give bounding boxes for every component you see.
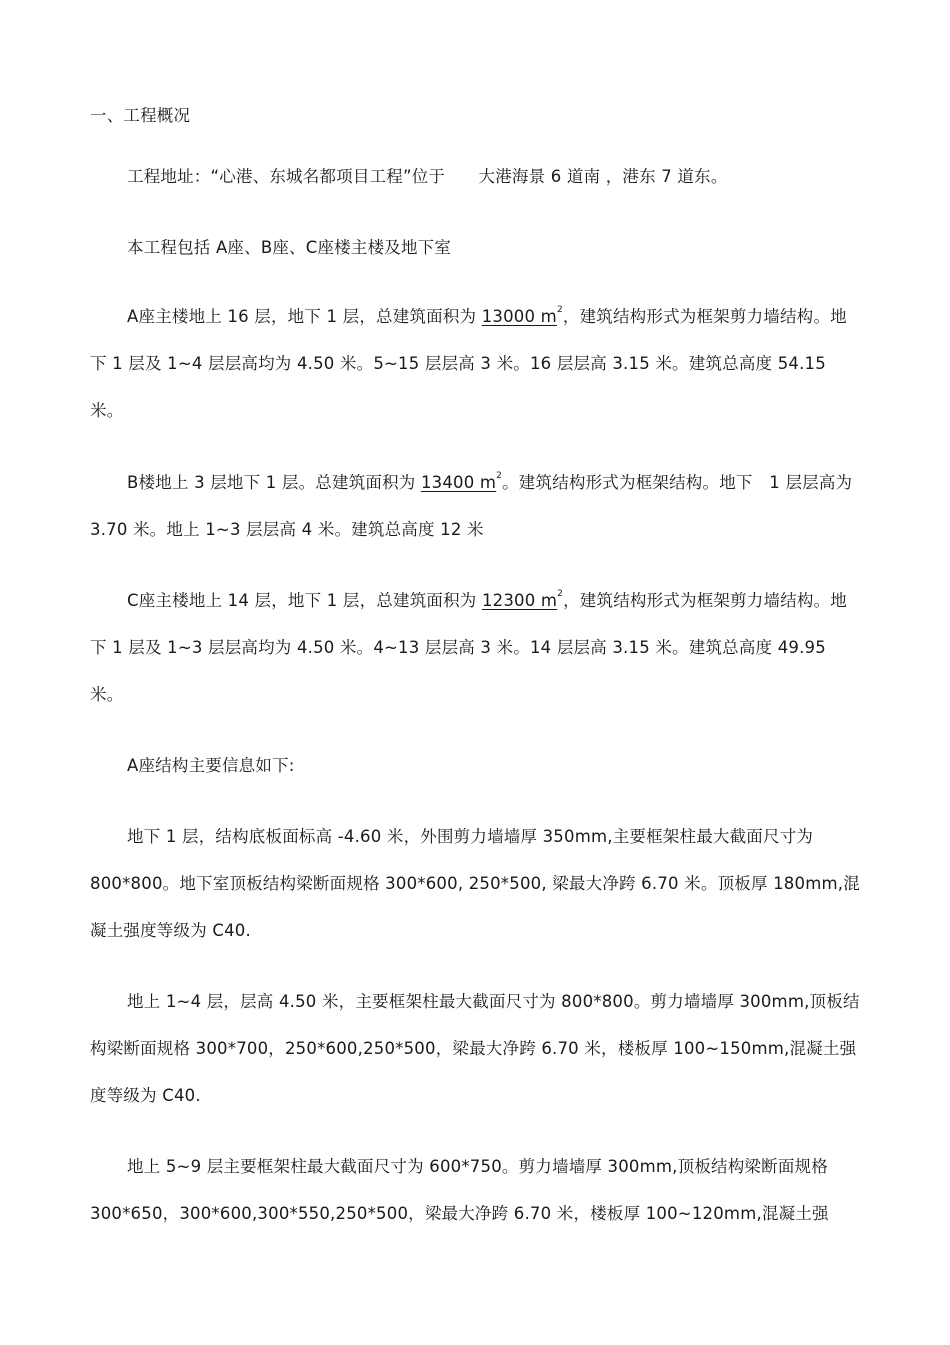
block-a-area-unit-sup: 2 bbox=[556, 305, 563, 315]
block-c-area: 12300 m bbox=[481, 591, 558, 610]
block-c-area-unit-sup: 2 bbox=[557, 589, 564, 599]
block-a-area: 13000 m bbox=[481, 307, 557, 326]
floors-1-4-info: 地上 1~4 层，层高 4.50 米，主要框架柱最大截面尺寸为 800*800。剪力墙墙厚 300mm,顶板结构梁断面规格 300*700，250*600,250*500，梁最大净跨 6.70 米，楼板厚 100~150mm,混凝土强度等级为 C40. bbox=[90, 992, 860, 1105]
block-c-text-before: C座主楼地上 14 层，地下 1 层，总建筑面积为 bbox=[127, 591, 482, 610]
floors-5-9-info: 地上 5~9 层主要框架柱最大截面尺寸为 600*750。剪力墙墙厚 300mm,顶板结构梁断面规格 300*650，300*600,300*550,250*500，梁最大净跨 6.70 米，楼板厚 100~120mm,混凝土强 bbox=[90, 1157, 829, 1223]
project-scope: 本工程包括 A座、B座、C座楼主楼及地下室 bbox=[127, 238, 452, 257]
block-c-description bbox=[90, 577, 860, 718]
block-a-text-after: ，建筑结构形式为框架剪力墙结构。地下 1 层及 1~4 层层高均为 4.50 米。5~15 层层高 3 米。16 层层高 3.15 米。建筑总高度 54.15 米。 bbox=[90, 307, 847, 420]
block-a-text-before: A座主楼地上 16 层，地下 1 层，总建筑面积为 bbox=[127, 307, 482, 326]
block-b-text-after: 。建筑结构形式为框架结构。地下 1 层层高为 3.70 米。地上 1~3 层层高 4 米。建筑总高度 12 米 bbox=[90, 473, 853, 539]
block-b-area: 13400 m bbox=[420, 473, 497, 492]
block-c-text-after: ，建筑结构形式为框架剪力墙结构。地下 1 层及 1~3 层层高均为 4.50 米。4~13 层层高 3 米。14 层层高 3.15 米。建筑总高度 49.95 米。 bbox=[90, 591, 848, 704]
a-info-title: A座结构主要信息如下: bbox=[127, 756, 295, 775]
block-b-description bbox=[90, 459, 860, 553]
basement-info: 地下 1 层，结构底板面标高 -4.60 米，外围剪力墙墙厚 350mm,主要框架柱最大截面尺寸为 800*800。地下室顶板结构梁断面规格 300*600, 250*500, 梁最大净跨 6.70 米。顶板厚 180mm,混凝土强度等级为 C40. bbox=[90, 827, 860, 940]
block-b-area-unit-sup: 2 bbox=[496, 471, 503, 481]
section-heading: 一、工程概况 bbox=[90, 106, 191, 125]
block-a-description bbox=[90, 293, 860, 434]
block-b-text-before: B楼地上 3 层地下 1 层。总建筑面积为 bbox=[127, 473, 421, 492]
project-address: 工程地址：“心港、东城名都项目工程”位于 大港海景 6 道南 ，港东 7 道东。 bbox=[127, 167, 728, 186]
